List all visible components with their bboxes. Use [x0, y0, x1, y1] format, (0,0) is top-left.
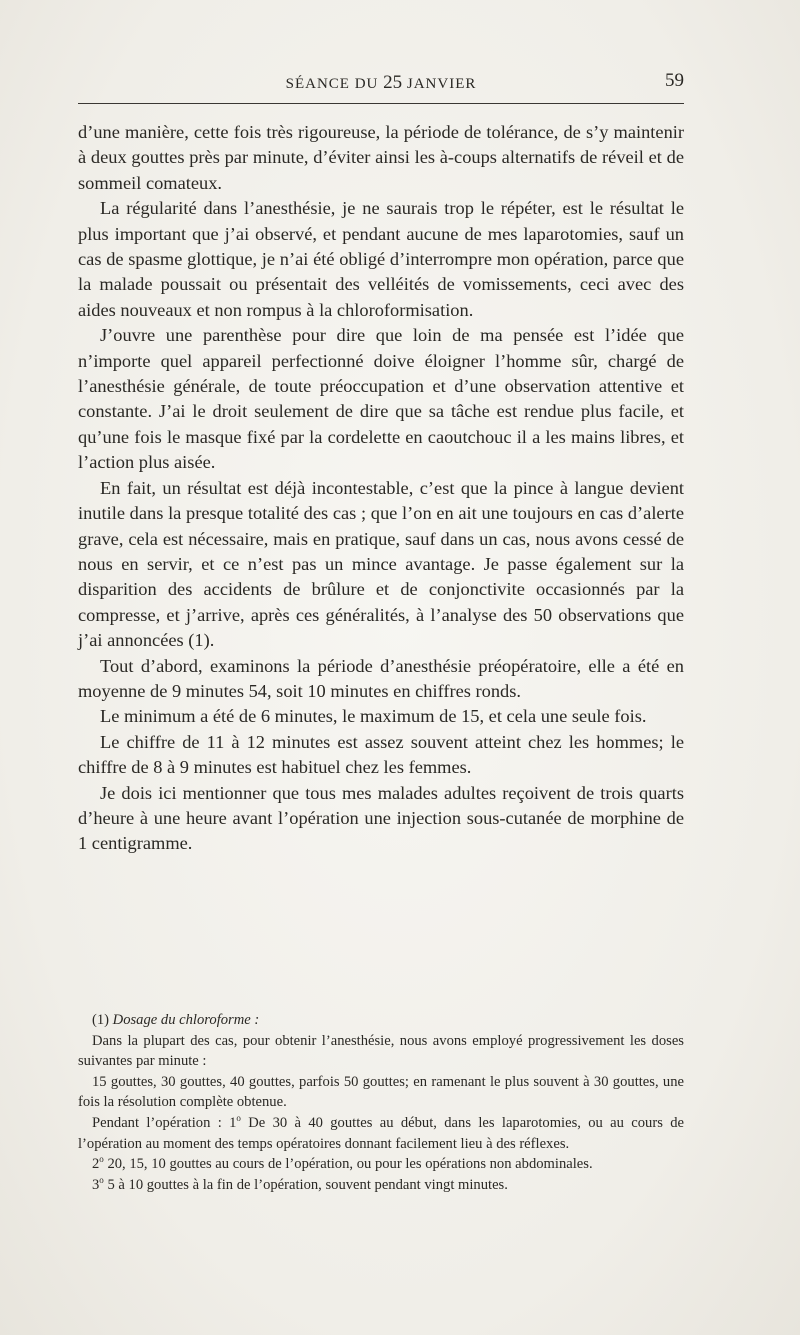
paragraph-3: J’ouvre une parenthèse pour dire que loin de ma pensée est l’idée que n’importe quel appareil perfectionné doive éloigner l’homme sûr, chargé de l’anesthésie générale, de toute préoccupation et d’une observation attentive et constante. J’ai le droit seulement de dire que sa tâche est rendue plus facile, et qu’une fois le masque fixé par la cordelette en caoutchouc il a les mains libres, et l’action plus aisée. [78, 325, 684, 473]
paragraph-8: Je dois ici mentionner que tous mes malades adultes reçoivent de trois quarts d’heure à une heure avant l’opération une injection sous-cutanée de morphine de 1 centigramme. [78, 782, 684, 854]
running-title-part2: JANVIER [402, 76, 477, 92]
footnote-4-prefix: 2 [92, 1156, 100, 1173]
paragraph-2: La régularité dans l’anesthésie, je ne saurais trop le répéter, est le résultat le plus important que j’ai observé, et pendant aucune de mes laparotomies, sauf un cas de spasme glottique, je n’ai été obligé d’interrompre mon opération, parce que la malade poussait ou présentait des velléités de vomissements, ceci avec des aides nouveaux et non rompus à la chloroformisation. [78, 198, 684, 320]
body-text [78, 120, 684, 857]
running-title [78, 72, 684, 94]
page-number: 59 [665, 70, 684, 91]
footnote-line-1: Dans la plupart des cas, pour obtenir l’anesthésie, nous avons employé progressivement les doses suivantes par minute : [78, 1032, 684, 1070]
footnote-5-ordinal: o [99, 1174, 104, 1185]
paragraph-6: Le minimum a été de 6 minutes, le maximum de 15, et cela une seule fois. [100, 706, 647, 727]
running-title-part1: SÉANCE DU [285, 76, 384, 92]
paragraph-4: En fait, un résultat est déjà incontestable, c’est que la pince à langue devient inutile dans la presque totalité des cas ; que l’on en ait une toujours en cas d’alerte grave, cela est nécessaire, mais en pratique, sauf dans un cas, nous avons cessé de nous en servir, et ce n’est pas un mince avantage. Je passe également sur la disparition des accidents de brûlure et de conjonctivite occasionnés par la compresse, et j’arrive, après ces généralités, à l’analyse des 50 observations que j’ai annoncées (1). [78, 477, 684, 651]
running-head [78, 72, 684, 98]
paragraph-7: Le chiffre de 11 à 12 minutes est assez souvent atteint chez les hommes; le chiffre de 8 à 9 minutes est habituel chez les femmes. [78, 731, 684, 778]
header-rule [78, 103, 684, 104]
footnote-title: Dosage du chloroforme : [112, 1012, 260, 1028]
footnote-5-prefix: 3 [92, 1176, 100, 1193]
footnote-3-prefix: Pendant l’opération : 1 [92, 1114, 237, 1131]
footnote-line-4 [78, 1154, 684, 1175]
footnote-4-ordinal: o [99, 1154, 104, 1165]
footnote-line-3 [78, 1113, 684, 1154]
paragraph-5: Tout d’abord, examinons la période d’anesthésie préopératoire, elle a été en moyenne de 9 minutes 54, soit 10 minutes en chiffres ronds. [78, 655, 684, 701]
footnote-marker: (1) [92, 1012, 113, 1028]
footnote-5-text: 5 à 10 gouttes à la fin de l’opération, souvent pendant vingt minutes. [103, 1176, 508, 1193]
footnotes [78, 1010, 684, 1195]
footnote-3-ordinal: o [236, 1113, 241, 1124]
footnote-line-5 [78, 1175, 684, 1196]
footnote-line-2: 15 gouttes, 30 gouttes, 40 gouttes, parfois 50 gouttes; en ramenant le plus souvent à 30 gouttes, une fois la résolution complète obtenue. [78, 1073, 684, 1111]
paragraph-1: d’une manière, cette fois très rigoureuse, la période de tolérance, de s’y maintenir à deux gouttes près par minute, d’éviter ainsi les à-coups alternatifs de réveil et de sommeil comateux. [78, 122, 684, 193]
footnote-4-text: 20, 15, 10 gouttes au cours de l’opération, ou pour les opérations non abdominales. [103, 1156, 593, 1173]
footnote-3-text: De 30 à 40 gouttes au début, dans les laparotomies, ou au cours de l’opération au moment des temps opératoires donnant facilement lieu à des réflexes. [78, 1114, 684, 1152]
footnote-heading [78, 1010, 684, 1031]
running-title-number: 25 [383, 72, 403, 93]
